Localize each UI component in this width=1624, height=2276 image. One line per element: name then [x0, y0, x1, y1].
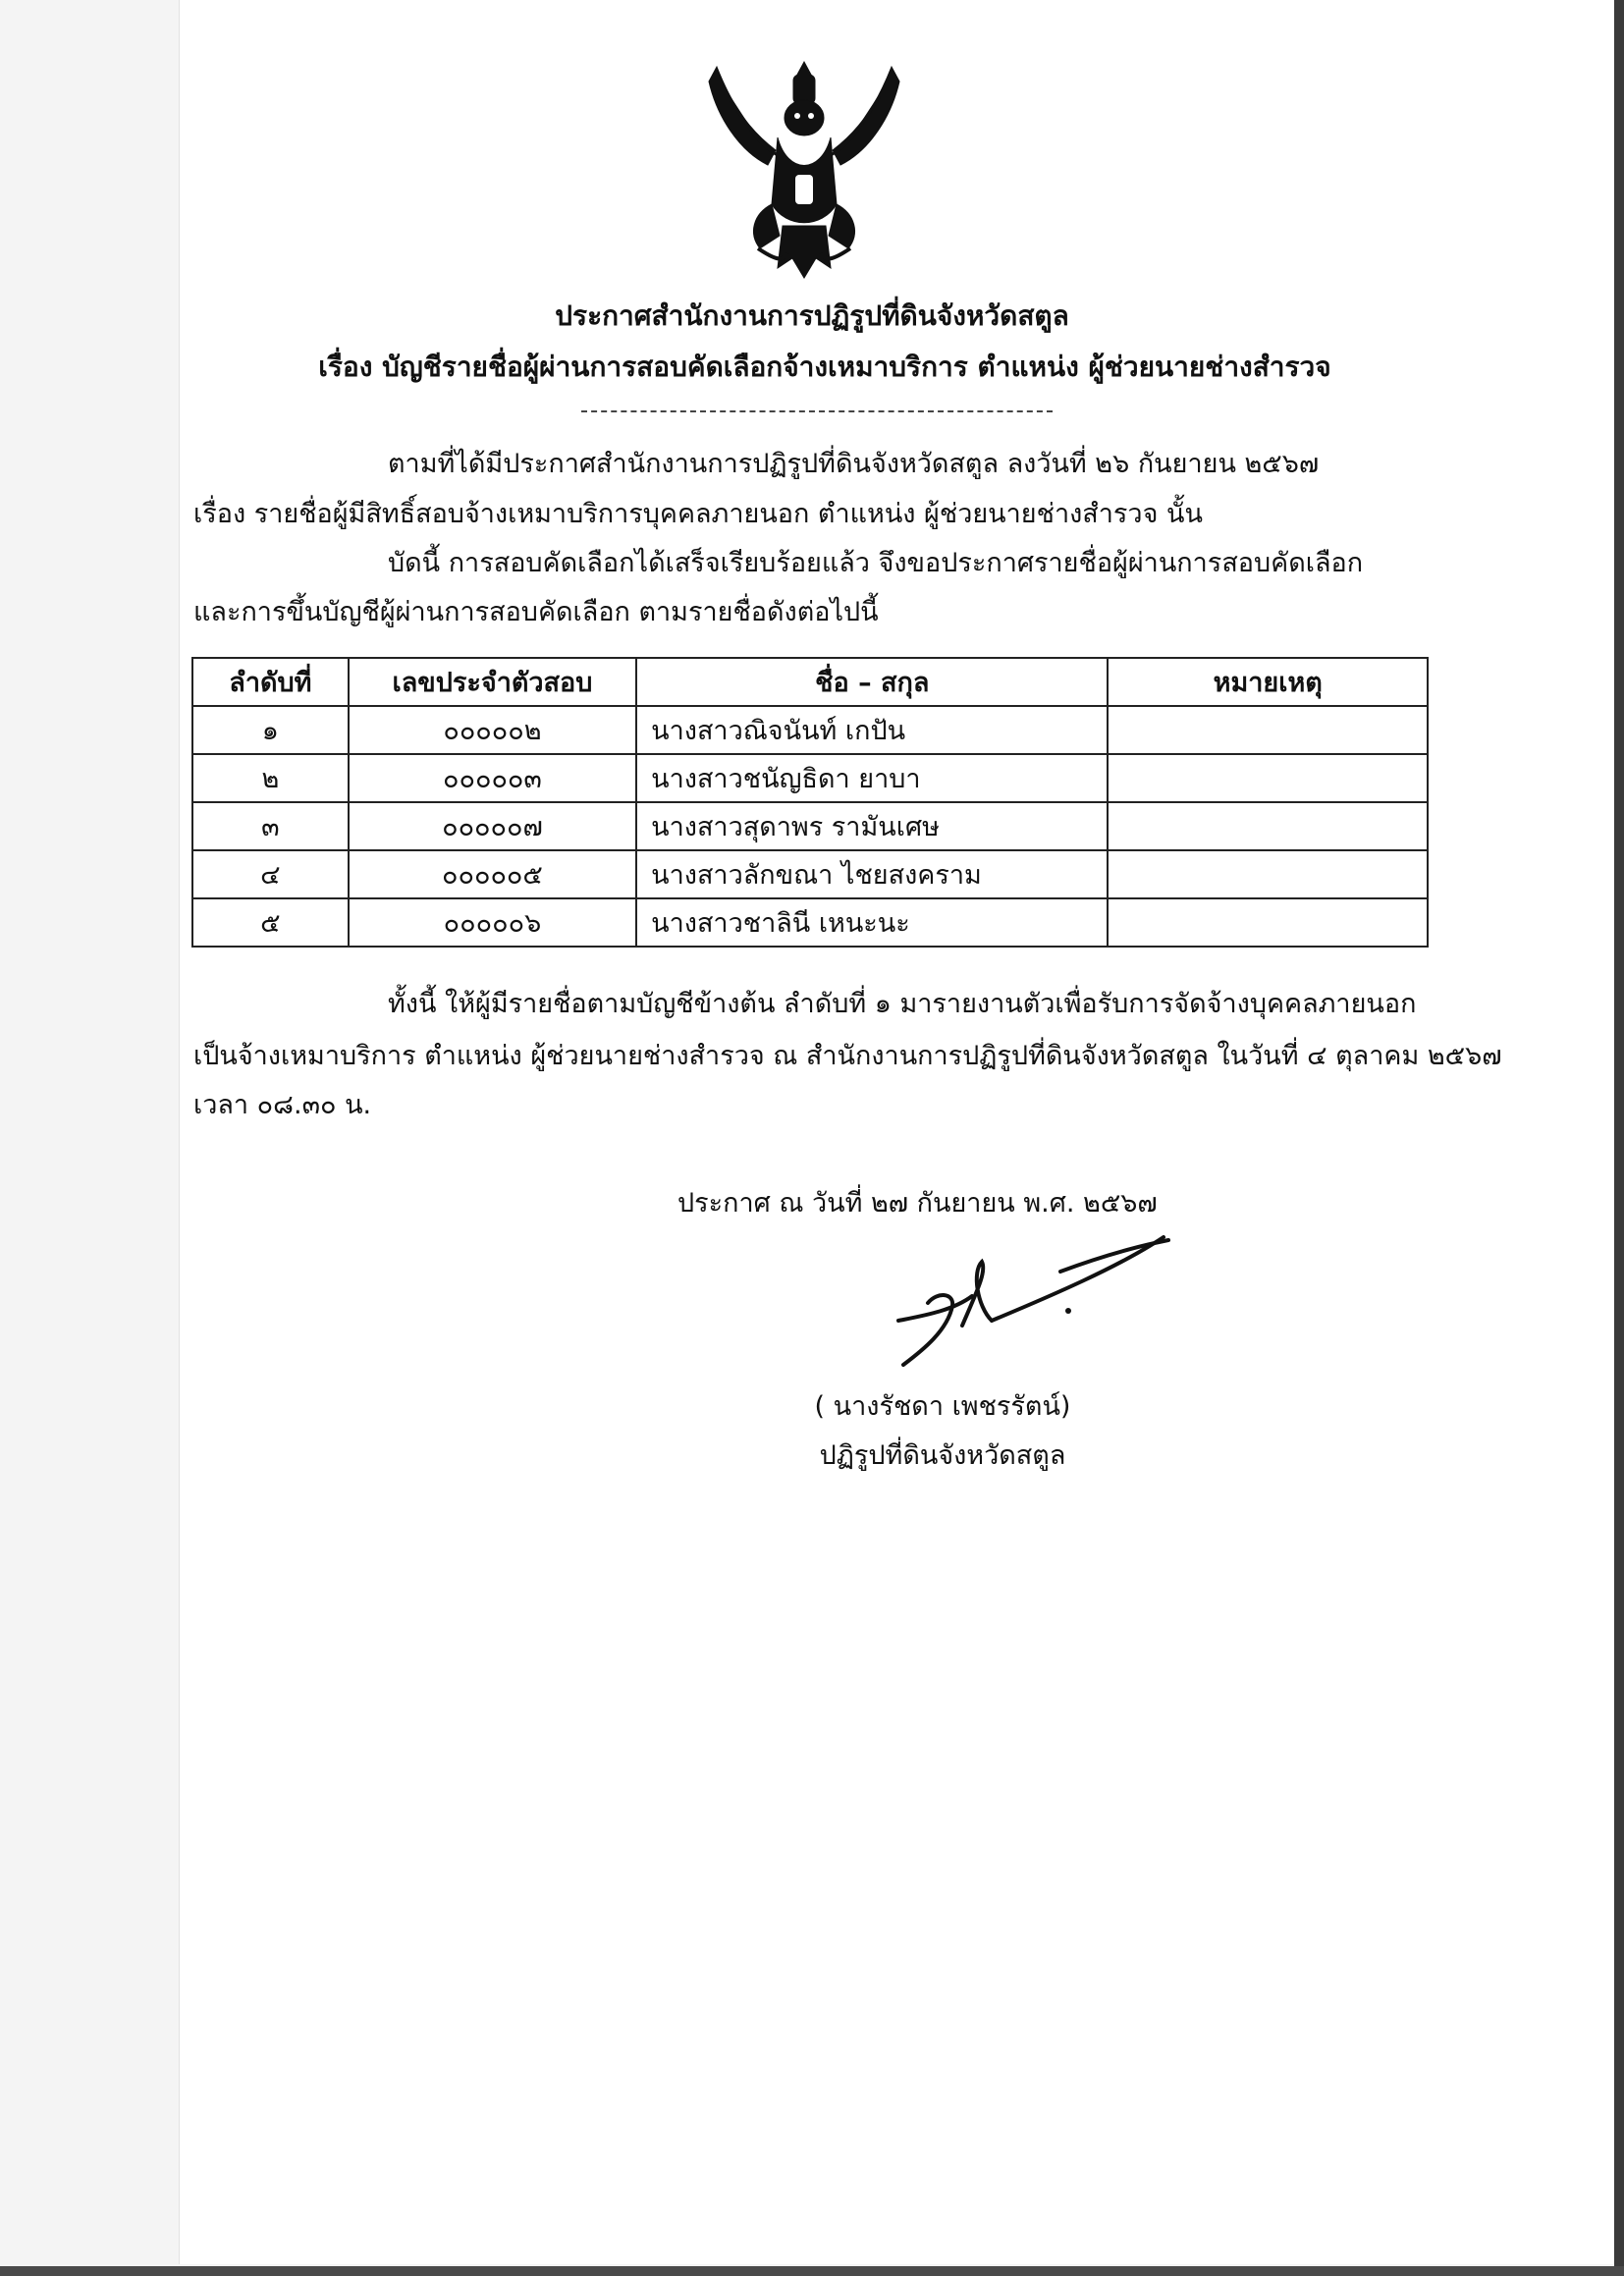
announcement-date: ประกาศ ณ วันที่ ๒๗ กันยายน พ.ศ. ๒๕๖๗	[677, 1188, 1158, 1219]
garuda-emblem-icon	[699, 57, 909, 288]
applicants-table	[191, 657, 1429, 948]
table-header-row	[192, 658, 1428, 706]
cell-full-name: นางสาวณิจนันท์ เกปัน	[636, 706, 1108, 754]
table-row	[192, 802, 1428, 850]
scan-edge-bottom	[0, 2266, 1624, 2276]
title-divider	[581, 410, 1053, 412]
table-row	[192, 898, 1428, 947]
scan-edge-right	[1614, 0, 1624, 2276]
announcement-subject: เรื่อง บัญชีรายชื่อผู้ผ่านการสอบคัดเลือกจ้างเหมาบริการ ตำแหน่ง ผู้ช่วยนายช่างสำรวจ	[318, 351, 1331, 383]
cell-order: ๔	[192, 850, 349, 898]
cell-remark	[1108, 898, 1428, 947]
closing-line-1: ทั้งนี้ ให้ผู้มีรายชื่อตามบัญชีข้างต้น ลำดับที่ ๑ มารายงานตัวเพื่อรับการจัดจ้างบุคคลภายนอก	[388, 989, 1417, 1019]
cell-exam-id: ๐๐๐๐๐๒	[349, 706, 636, 754]
cell-order: ๑	[192, 706, 349, 754]
header-remark: หมายเหตุ	[1108, 658, 1428, 706]
cell-full-name: นางสาวสุดาพร รามันเศษ	[636, 802, 1108, 850]
closing-line-3: เวลา ๐๘.๓๐ น.	[193, 1090, 372, 1120]
cell-exam-id: ๐๐๐๐๐๕	[349, 850, 636, 898]
cell-remark	[1108, 802, 1428, 850]
cell-order: ๕	[192, 898, 349, 947]
cell-full-name: นางสาวชนัญธิดา ยาบา	[636, 754, 1108, 802]
header-exam-id: เลขประจำตัวสอบ	[349, 658, 636, 706]
closing-line-2: เป็นจ้างเหมาบริการ ตำแหน่ง ผู้ช่วยนายช่างสำรวจ ณ สำนักงานการปฏิรูปที่ดินจังหวัดสตูล ในวันที่ ๔ ตุลาคม ๒๕๖๗	[193, 1041, 1502, 1071]
signer-name: ( นางรัชดา เพชรรัตน์)	[814, 1391, 1071, 1422]
cell-full-name: นางสาวลักขณา ไชยสงคราม	[636, 850, 1108, 898]
cell-order: ๒	[192, 754, 349, 802]
cell-full-name: นางสาวชาลินี เหนะนะ	[636, 898, 1108, 947]
intro-line-2: เรื่อง รายชื่อผู้มีสิทธิ์สอบจ้างเหมาบริการบุคคลภายนอก ตำแหน่ง ผู้ช่วยนายช่างสำรวจ นั้น	[193, 499, 1203, 529]
header-order: ลำดับที่	[192, 658, 349, 706]
intro-line-1: ตามที่ได้มีประกาศสำนักงานการปฏิรูปที่ดินจังหวัดสตูล ลงวันที่ ๒๖ กันยายน ๒๕๖๗	[388, 449, 1320, 479]
cell-order: ๓	[192, 802, 349, 850]
table-row	[192, 754, 1428, 802]
announcement-title: ประกาศสำนักงานการปฏิรูปที่ดินจังหวัดสตูล	[555, 299, 1069, 332]
header-full-name: ชื่อ – สกุล	[636, 658, 1108, 706]
cell-remark	[1108, 706, 1428, 754]
handwritten-signature	[884, 1232, 1237, 1380]
table-row	[192, 706, 1428, 754]
cell-remark	[1108, 754, 1428, 802]
document-page	[179, 0, 1613, 2264]
table-row	[192, 850, 1428, 898]
intro-line-4: และการขึ้นบัญชีผู้ผ่านการสอบคัดเลือก ตามรายชื่อดังต่อไปนี้	[193, 597, 879, 627]
intro-line-3: บัดนี้ การสอบคัดเลือกได้เสร็จเรียบร้อยแล้ว จึงขอประกาศรายชื่อผู้ผ่านการสอบคัดเลือก	[388, 548, 1364, 578]
cell-exam-id: ๐๐๐๐๐๓	[349, 754, 636, 802]
cell-remark	[1108, 850, 1428, 898]
cell-exam-id: ๐๐๐๐๐๖	[349, 898, 636, 947]
signer-position: ปฏิรูปที่ดินจังหวัดสตูล	[819, 1440, 1066, 1471]
cell-exam-id: ๐๐๐๐๐๗	[349, 802, 636, 850]
